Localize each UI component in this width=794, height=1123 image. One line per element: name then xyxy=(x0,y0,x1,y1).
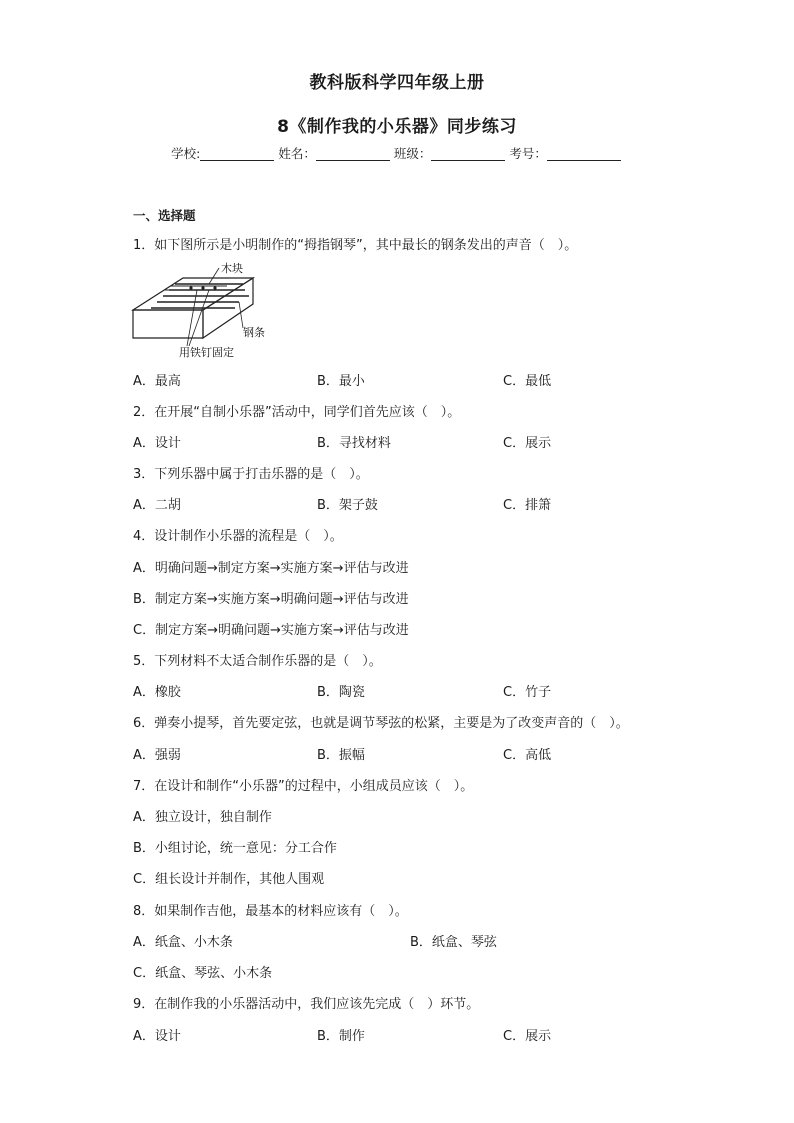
question-9-option-a[interactable]: A．设计 xyxy=(133,1029,181,1044)
name-label: 姓名： xyxy=(278,146,316,161)
question-9-stem: 9．在制作我的小乐器活动中，我们应该先完成（ ）环节。 xyxy=(133,997,480,1012)
question-1-option-a[interactable]: A．最高 xyxy=(133,374,181,389)
question-3-option-b[interactable]: B．架子鼓 xyxy=(317,498,378,513)
question-7-option-b[interactable]: B．小组讨论，统一意见：分工合作 xyxy=(133,841,337,856)
school-blank[interactable] xyxy=(200,147,274,161)
question-2-option-a[interactable]: A．设计 xyxy=(133,436,181,451)
question-3-option-a[interactable]: A．二胡 xyxy=(133,498,181,513)
question-6-stem: 6．弹奏小提琴，首先要定弦，也就是调节琴弦的松紧，主要是为了改变声音的（ ）。 xyxy=(133,716,629,731)
question-5-option-a[interactable]: A．橡胶 xyxy=(133,685,181,700)
question-5-stem: 5．下列材料不太适合制作乐器的是（ ）。 xyxy=(133,654,382,669)
question-7-option-a[interactable]: A．独立设计，独自制作 xyxy=(133,810,272,825)
question-4-option-a[interactable]: A．明确问题→制定方案→实施方案→评估与改进 xyxy=(133,561,409,576)
question-2-stem: 2．在开展“自制小乐器”活动中，同学们首先应该（ ）。 xyxy=(133,405,461,420)
class-label: 班级： xyxy=(393,146,432,161)
question-6-option-a[interactable]: A．强弱 xyxy=(133,748,181,763)
question-1-option-b[interactable]: B．最小 xyxy=(317,374,365,389)
question-3-stem: 3．下列乐器中属于打击乐器的是（ ）。 xyxy=(133,467,369,482)
question-8-option-c[interactable]: C．纸盒、琴弦、小木条 xyxy=(133,966,273,981)
question-7-option-c[interactable]: C．组长设计并制作，其他人围观 xyxy=(133,872,325,887)
question-1-stem: 1．如下图所示是小明制作的“拇指钢琴”，其中最长的钢条发出的声音（ ）。 xyxy=(133,238,578,253)
question-2-option-b[interactable]: B．寻找材料 xyxy=(317,436,391,451)
question-8-option-a[interactable]: A．纸盒、小木条 xyxy=(133,935,233,950)
question-9-option-b[interactable]: B．制作 xyxy=(317,1029,365,1044)
nail-fix-label: 用铁钉固定 xyxy=(179,346,234,359)
question-7-stem: 7．在设计和制作“小乐器”的过程中，小组成员应该（ ）。 xyxy=(133,779,474,794)
question-2-option-c[interactable]: C．展示 xyxy=(503,436,552,451)
page-title: 教科版科学四年级上册 xyxy=(309,73,485,93)
question-1-option-c[interactable]: C．最低 xyxy=(503,374,552,389)
page-subtitle: 8《制作我的小乐器》同步练习 xyxy=(277,117,517,137)
question-9-option-c[interactable]: C．展示 xyxy=(503,1029,552,1044)
school-label: 学校: xyxy=(171,146,201,161)
question-6-option-c[interactable]: C．高低 xyxy=(503,748,552,763)
question-8-stem: 8．如果制作吉他，最基本的材料应该有（ ）。 xyxy=(133,904,408,919)
exam-number-blank[interactable] xyxy=(547,147,621,161)
name-blank[interactable] xyxy=(316,147,390,161)
section-heading: 一、选择题 xyxy=(133,208,196,223)
question-4-stem: 4．设计制作小乐器的流程是（ ）。 xyxy=(133,529,343,544)
thumb-piano-figure xyxy=(131,258,279,360)
question-5-option-c[interactable]: C．竹子 xyxy=(503,685,552,700)
question-8-option-b[interactable]: B．纸盒、琴弦 xyxy=(410,935,497,950)
question-3-option-c[interactable]: C．排箫 xyxy=(503,498,552,513)
thumb-piano-drawing xyxy=(131,258,279,360)
question-5-option-b[interactable]: B．陶瓷 xyxy=(317,685,365,700)
student-info-row xyxy=(0,144,794,162)
class-blank[interactable] xyxy=(431,147,505,161)
question-4-option-c[interactable]: C．制定方案→明确问题→实施方案→评估与改进 xyxy=(133,623,409,638)
wood-block-label: 木块 xyxy=(221,262,243,275)
question-6-option-b[interactable]: B．振幅 xyxy=(317,748,365,763)
steel-strip-label: 钢条 xyxy=(243,326,265,339)
question-4-option-b[interactable]: B．制定方案→实施方案→明确问题→评估与改进 xyxy=(133,592,409,607)
exam-number-label: 考号： xyxy=(509,146,547,161)
